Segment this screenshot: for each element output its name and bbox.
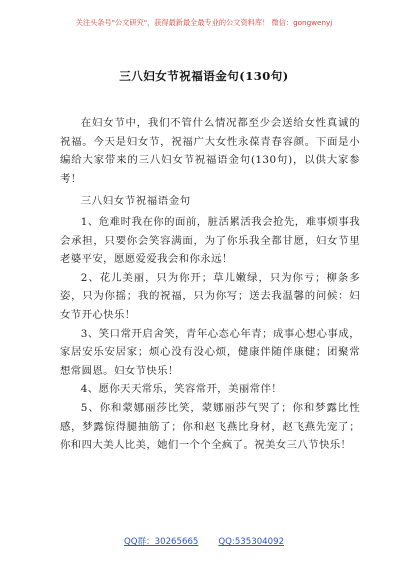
qq-group-link[interactable]: QQ群：30265665 [123,537,199,547]
document-body [60,114,360,455]
section-subheading: 三八妇女节祝福语金句 [80,195,191,208]
intro-paragraph: 在妇女节中，我们不管什么情况都至少会送给女性真诚的祝福。今天是妇女节，祝福广大女性永葆青春容颜。下面是小编给大家带来的三八妇女节祝福语金句(130句)，以供大家参考！ [60,117,360,185]
blessing-item-5: 5、你和蒙娜丽莎比笑，蒙娜丽莎气哭了；你和梦露比性感，梦露惊得腿抽筋了；你和赵飞燕比身材，赵飞燕先宠了；你和四大美人比美，她们一个个全疯了。祝美女三八节快乐！ [60,401,360,452]
blessing-item-1: 1、危难时我在你的面前，脏活累活我会抢先，难事烦事我会承担，只要你会笑容满面，为了你乐我全都甘愿，妇女节里老婆平安，愿愿爱爱我会和你永远！ [60,215,360,266]
blessing-item-3: 3、笑口常开启舍笑，青年心态心年青；成事心想心事成，家居安乐安居家；烦心没有没心烦，健康伴随伴康健；团聚常想常圆恩。妇女节快乐！ [60,327,360,377]
footer-contact [0,535,408,547]
qq-link[interactable]: QQ:535304092 [218,537,285,547]
blessing-item-4: 4、愿你天天常乐，笑容常开，美丽常伴！ [80,383,283,396]
document-title: 三八妇女节祝福语金句(130句) [119,69,289,83]
header-banner: 关注头条号"公文研究"，获得最新最全最专业的公文资料库！ 微信：gongwenyj [75,18,333,27]
blessing-item-2: 2、花儿美丽，只为你开；草儿嫩绿，只为你亏；柳条多姿，只为你摇；我的祝福，只为你写；送去我温馨的问候：妇女节开心快乐！ [60,271,360,321]
